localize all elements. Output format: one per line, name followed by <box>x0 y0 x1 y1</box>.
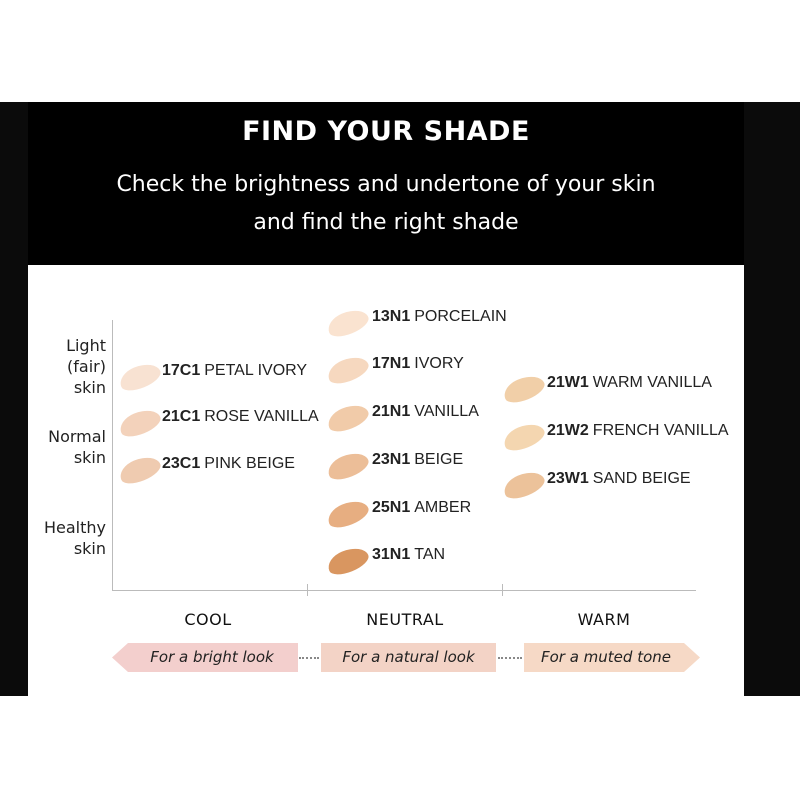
shade-label-25n1 <box>372 499 471 517</box>
shade-label-23c1 <box>162 455 295 473</box>
category-neutral: NEUTRAL <box>366 610 444 629</box>
shade-code: 21N1 <box>372 403 411 420</box>
shade-code: 23C1 <box>162 455 201 472</box>
ylabel-healthy <box>16 517 106 559</box>
shade-code: 13N1 <box>372 308 411 325</box>
ylabel-healthy-line2: skin <box>73 539 106 558</box>
shade-code: 21W1 <box>547 374 589 391</box>
shade-label-21n1 <box>372 403 479 421</box>
shade-code: 17C1 <box>162 362 201 379</box>
shade-code: 23W1 <box>547 470 589 487</box>
shade-label-23n1 <box>372 451 463 469</box>
shade-label-21c1 <box>162 408 319 426</box>
ylabel-normal-line1: Normal <box>48 427 106 446</box>
shade-name: FRENCH VANILLA <box>592 422 729 439</box>
shade-label-23w1 <box>547 470 691 488</box>
category-cool: COOL <box>184 610 232 629</box>
axis-tick-cool-neutral <box>307 584 308 596</box>
ylabel-normal <box>16 426 106 468</box>
shade-label-17c1 <box>162 362 307 380</box>
shade-name: TAN <box>414 546 446 563</box>
look-label-cool: For a bright look <box>150 648 274 666</box>
shade-name: AMBER <box>414 499 472 516</box>
shade-name: IVORY <box>414 355 464 372</box>
axis-tick-neutral-warm <box>502 584 503 596</box>
ylabel-light <box>16 335 106 398</box>
subtitle-line-1: Check the brightness and undertone of your skin <box>116 172 656 197</box>
shade-name: SAND BEIGE <box>592 470 691 487</box>
shade-label-17n1 <box>372 355 464 373</box>
ylabel-light-line1: Light <box>66 336 106 355</box>
shade-code: 21C1 <box>162 408 201 425</box>
look-label-warm: For a muted tone <box>540 648 671 666</box>
shade-label-13n1 <box>372 308 507 326</box>
shade-name: PINK BEIGE <box>204 455 295 472</box>
left-frame-bar <box>0 102 28 696</box>
shade-code: 17N1 <box>372 355 411 372</box>
category-warm: WARM <box>577 610 631 629</box>
shade-label-21w2 <box>547 422 729 440</box>
shade-name: BEIGE <box>414 451 464 468</box>
shade-code: 23N1 <box>372 451 411 468</box>
shade-name: ROSE VANILLA <box>204 408 319 425</box>
shade-label-31n1 <box>372 546 445 564</box>
shade-code: 21W2 <box>547 422 589 439</box>
shade-code: 25N1 <box>372 499 411 516</box>
shade-name: VANILLA <box>414 403 479 420</box>
look-label-neutral: For a natural look <box>342 648 475 666</box>
page-title: FIND YOUR SHADE <box>242 116 530 147</box>
shade-name: WARM VANILLA <box>592 374 712 391</box>
shade-name: PORCELAIN <box>414 308 507 325</box>
dotted-connector-left <box>299 657 319 659</box>
ylabel-normal-line2: skin <box>73 448 106 467</box>
horizontal-axis <box>112 590 696 591</box>
right-frame-bar <box>744 102 800 696</box>
shade-name: PETAL IVORY <box>204 362 308 379</box>
ylabel-healthy-line1: Healthy <box>43 518 106 537</box>
page-subtitle <box>28 166 744 242</box>
header-banner <box>28 102 744 265</box>
ylabel-light-line3: skin <box>73 378 106 397</box>
dotted-connector-right <box>498 657 522 659</box>
subtitle-line-2: and find the right shade <box>253 210 519 235</box>
ylabel-light-line2: (fair) <box>67 357 106 376</box>
shade-code: 31N1 <box>372 546 411 563</box>
vertical-axis <box>112 320 113 590</box>
shade-label-21w1 <box>547 374 712 392</box>
